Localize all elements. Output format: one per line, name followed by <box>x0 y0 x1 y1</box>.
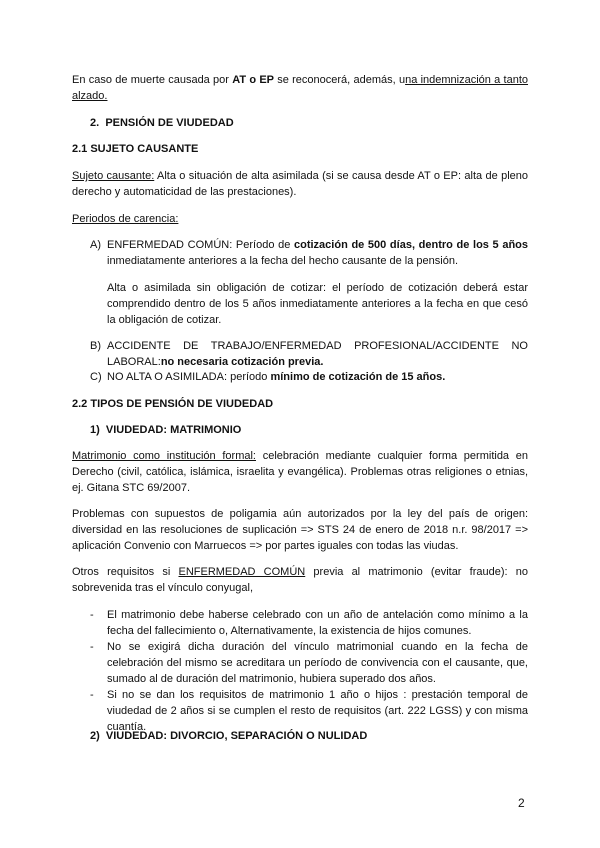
list-item-b <box>90 338 528 372</box>
dash-item-2 <box>90 639 528 687</box>
dash-marker-1: - <box>90 609 94 621</box>
otros-text-1: Otros requisitos si <box>72 566 179 578</box>
subheading-matrimonio <box>90 422 241 438</box>
list-item-c <box>90 369 528 385</box>
intro-paragraph <box>72 72 528 104</box>
intro-text-a: En caso de muerte causada por <box>72 74 233 86</box>
poligamia-paragraph: Problemas con supuestos de poligamia aún autorizados por la ley del país de origen: diversidad en las resoluciones de suplicación => STS 24 de enero de 2018 n.r. 98/2017 => aplicación Convenio con Marruecos => por partes iguales con todas las viudas. <box>72 508 528 552</box>
subheading-divorcio <box>90 728 367 744</box>
intro-text-at-ep: AT o EP <box>232 74 274 86</box>
list-item-a-text <box>107 237 528 269</box>
periodos-carencia-text: Periodos de carencia: <box>72 213 179 225</box>
list-marker-b: B) <box>90 340 101 352</box>
sujeto-causante-paragraph <box>72 168 528 200</box>
dash-item-1 <box>90 607 528 641</box>
subheading-1-number: 1) <box>90 424 100 436</box>
subsection-2-1-heading: 2.1 SUJETO CAUSANTE <box>72 143 199 155</box>
dash-item-1-text: El matrimonio debe haberse celebrado con un año de antelación como mínimo a la fecha del fallecimiento o, Alternativamente, la existencia de hijos comunes. <box>107 609 528 637</box>
intro-text-c: se reconocerá, además, u <box>274 74 406 86</box>
item-c-text-1: NO ALTA O ASIMILADA: período <box>107 371 271 383</box>
list-marker-a: A) <box>90 239 101 251</box>
matrimonio-text: celebración mediante cualquier forma permitida en Derecho (civil, católica, islámica, israelita y evangélica). Problemas otras religiones o etnias, ej. Gitana STC 69/2007. <box>72 450 528 494</box>
matrimonio-paragraph <box>72 448 528 496</box>
list-marker-c: C) <box>90 371 102 383</box>
item-a-text-bold: cotización de 500 días, dentro de los 5 años <box>294 239 529 251</box>
otros-enfermedad-comun: ENFERMEDAD COMÚN <box>178 566 306 578</box>
dash-marker-2: - <box>90 641 94 653</box>
subheading-2-title: VIUDEDAD: DIVORCIO, SEPARACIÓN O NULIDAD <box>105 730 368 742</box>
section-2-heading <box>90 115 234 131</box>
otros-requisitos-paragraph <box>72 564 528 596</box>
page-number: 2 <box>518 796 525 810</box>
dash-item-2-text: No se exigirá dicha duración del vínculo matrimonial cuando en la fecha de celebración del mismo se acreditara un período de convivencia con el causante, que, sumado al de duración del matrimonio, hubiera superado dos años. <box>107 641 528 685</box>
otros-text-2: previa al matrimonio (evitar fraude): no sobrevenida tras el vínculo conyugal, <box>72 566 528 594</box>
item-a-text-1: ENFERMEDAD COMÚN: Período de <box>107 239 294 251</box>
subheading-2-number: 2) <box>90 730 100 742</box>
matrimonio-label: Matrimonio como institución formal: <box>72 450 256 462</box>
dash-item-3-text: Si no se dan los requisitos de matrimonio 1 año o hijos : prestación temporal de viudedad de 2 años si se cumplen el resto de requisitos (art. 222 LGSS) y con misma cuantía. <box>107 689 528 733</box>
sujeto-causante-text: Alta o situación de alta asimilada (si se causa desde AT o EP: alta de pleno derecho y automaticidad de las prestaciones). <box>72 170 528 198</box>
sujeto-causante-label: Sujeto causante: <box>72 170 155 182</box>
item-b-text-1: ACCIDENTE DE TRABAJO/ENFERMEDAD PROFESIONAL/ACCIDENTE NO LABORAL: <box>107 340 528 368</box>
list-item-b-text <box>107 338 528 370</box>
item-c-text-bold: mínimo de cotización de 15 años. <box>270 371 446 383</box>
list-item-c-text <box>107 369 528 385</box>
section-2-number: 2. <box>90 117 100 129</box>
intro-text-indemnizacion: na indemnización a tanto alzado. <box>72 74 529 102</box>
dash-marker-3: - <box>90 689 94 701</box>
alta-asimilada-paragraph: Alta o asimilada sin obligación de cotizar: el período de cotización deberá estar comprendido dentro de los 5 años inmediatamente anteriores a la fecha en que cesó la obligación de cotizar. <box>107 282 528 326</box>
periodos-carencia-label <box>72 211 528 227</box>
item-a-text-2: inmediatamente anteriores a la fecha del hecho causante de la pensión. <box>107 255 459 267</box>
subheading-1-title: VIUDEDAD: MATRIMONIO <box>105 424 242 436</box>
section-2-title: PENSIÓN DE VIUDEDAD <box>105 117 234 129</box>
subsection-2-2-heading: 2.2 TIPOS DE PENSIÓN DE VIUDEDAD <box>72 398 274 410</box>
list-item-a <box>90 237 528 271</box>
item-b-text-bold: no necesaria cotización previa. <box>160 356 324 368</box>
